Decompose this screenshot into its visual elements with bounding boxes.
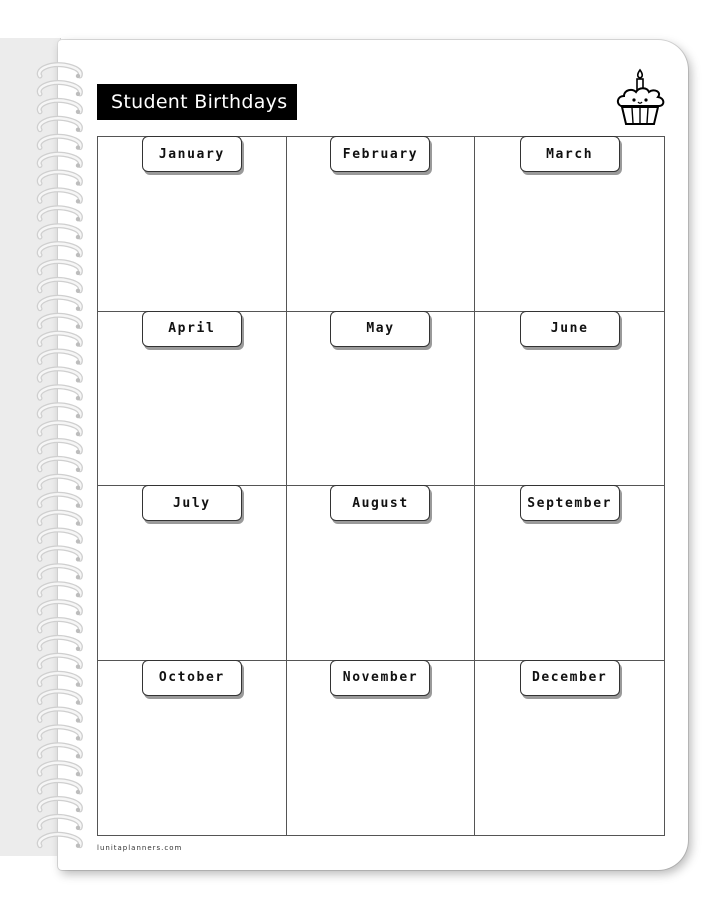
spiral-ring bbox=[39, 494, 80, 508]
spiral-ring bbox=[39, 530, 80, 544]
spiral-ring bbox=[39, 673, 80, 687]
spiral-ring bbox=[39, 405, 80, 419]
month-cell-october[interactable] bbox=[98, 661, 287, 836]
spiral-ring bbox=[39, 584, 80, 598]
spiral-ring bbox=[39, 476, 80, 490]
month-tab-march: March bbox=[520, 136, 620, 172]
month-tab-april: April bbox=[142, 311, 242, 347]
spiral-ring bbox=[39, 387, 80, 401]
spiral-ring bbox=[39, 458, 80, 472]
spiral-ring bbox=[39, 65, 80, 79]
month-cell-may[interactable] bbox=[287, 312, 476, 487]
spiral-ring bbox=[39, 602, 80, 616]
spiral-ring bbox=[39, 83, 80, 97]
spiral-ring bbox=[39, 279, 80, 293]
month-cell-july[interactable] bbox=[98, 486, 287, 661]
spiral-ring bbox=[39, 834, 80, 848]
spiral-ring bbox=[39, 763, 80, 777]
month-cell-february[interactable] bbox=[287, 137, 476, 312]
spiral-ring bbox=[39, 154, 80, 168]
spiral-ring bbox=[39, 172, 80, 186]
page-title: Student Birthdays bbox=[97, 84, 297, 120]
spiral-ring bbox=[39, 118, 80, 132]
month-tab-august: August bbox=[330, 485, 430, 521]
spiral-ring bbox=[39, 190, 80, 204]
spiral-ring bbox=[39, 297, 80, 311]
month-cell-march[interactable] bbox=[475, 137, 664, 312]
month-cell-january[interactable] bbox=[98, 137, 287, 312]
spiral-ring bbox=[39, 727, 80, 741]
month-cell-december[interactable] bbox=[475, 661, 664, 836]
spiral-ring bbox=[39, 816, 80, 830]
cupcake-icon bbox=[612, 66, 668, 128]
spiral-ring bbox=[39, 655, 80, 669]
spiral-ring bbox=[39, 512, 80, 526]
spiral-ring bbox=[39, 781, 80, 795]
month-tab-may: May bbox=[330, 311, 430, 347]
month-cell-april[interactable] bbox=[98, 312, 287, 487]
spiral-ring bbox=[39, 745, 80, 759]
spiral-ring bbox=[39, 566, 80, 580]
spiral-ring bbox=[39, 548, 80, 562]
spiral-binding bbox=[34, 60, 90, 850]
month-cell-june[interactable] bbox=[475, 312, 664, 487]
spiral-ring bbox=[39, 709, 80, 723]
month-tab-january: January bbox=[142, 136, 242, 172]
months-grid bbox=[97, 136, 665, 836]
spiral-ring bbox=[39, 226, 80, 240]
spiral-ring bbox=[39, 620, 80, 634]
month-cell-november[interactable] bbox=[287, 661, 476, 836]
month-tab-december: December bbox=[520, 660, 620, 696]
spiral-ring bbox=[39, 333, 80, 347]
spiral-ring bbox=[39, 315, 80, 329]
month-cell-august[interactable] bbox=[287, 486, 476, 661]
spiral-ring bbox=[39, 100, 80, 114]
month-tab-september: September bbox=[520, 485, 620, 521]
spiral-ring bbox=[39, 369, 80, 383]
spiral-ring bbox=[39, 441, 80, 455]
footer-url: lunitaplanners.com bbox=[97, 844, 183, 852]
spiral-ring bbox=[39, 262, 80, 276]
spiral-ring bbox=[39, 351, 80, 365]
spiral-ring bbox=[39, 691, 80, 705]
month-tab-july: July bbox=[142, 485, 242, 521]
spiral-ring bbox=[39, 637, 80, 651]
spiral-ring bbox=[39, 799, 80, 813]
month-tab-february: February bbox=[330, 136, 430, 172]
spiral-ring bbox=[39, 136, 80, 150]
spiral-ring bbox=[39, 208, 80, 222]
month-tab-october: October bbox=[142, 660, 242, 696]
month-cell-september[interactable] bbox=[475, 486, 664, 661]
spiral-ring bbox=[39, 244, 80, 258]
spiral-ring bbox=[39, 423, 80, 437]
month-tab-june: June bbox=[520, 311, 620, 347]
month-tab-november: November bbox=[330, 660, 430, 696]
